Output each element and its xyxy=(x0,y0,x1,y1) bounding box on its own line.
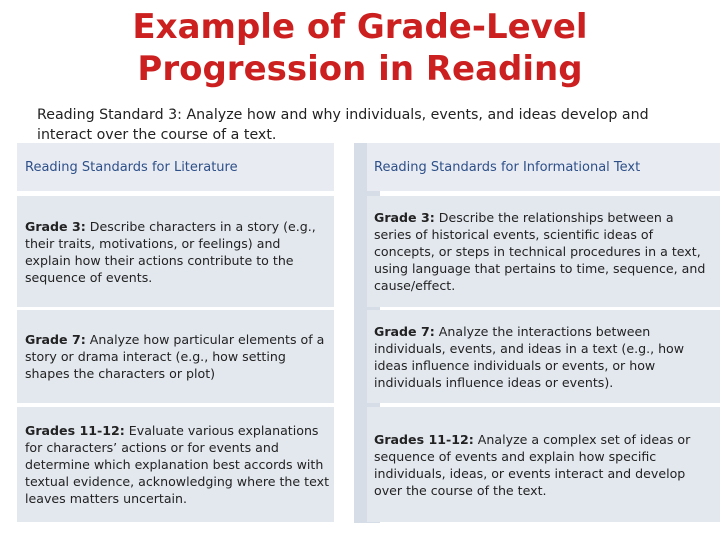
standard-description: Evaluate various explanations for characters’ actions or for events and determine which explanation best accords with textual evidence, acknowledging where the text leaves matters uncertain. xyxy=(25,423,330,506)
standard-description: Analyze a complex set of ideas or sequence of events and explain how specific individuals, ideas, or events interact and develop over the course of the text. xyxy=(374,431,691,498)
table-cell-informational-grades-11-12 xyxy=(367,407,720,522)
grade-label: Grades 11-12: xyxy=(25,423,125,438)
header-literature xyxy=(17,143,334,191)
grade-label: Grade 3: xyxy=(25,218,86,234)
standard-description: Describe the relationships between a series of historical events, scientific ideas of concepts, or steps in technical procedures in a text, using language that pertains to time, sequence, and cause/effect. xyxy=(374,210,706,293)
table-cell-informational-grade-3 xyxy=(367,196,720,307)
grade-label: Grade 7: xyxy=(374,323,435,339)
header-informational-label: Reading Standards for Informational Text xyxy=(374,159,641,175)
standard-description: Analyze how particular elements of a story or drama interact (e.g., how setting shapes the characters or plot) xyxy=(25,332,325,381)
table-cell-literature-grade-3 xyxy=(17,196,334,307)
progression-table xyxy=(17,143,720,523)
standard-description: Describe characters in a story (e.g., their traits, motivations, or feelings) and explain how their actions contribute to the sequence of events. xyxy=(25,218,316,285)
reading-standard-text: Reading Standard 3: Analyze how and why individuals, events, and ideas develop and interact over the course of a text. xyxy=(37,107,649,143)
slide-title-line-2: Progression in Reading xyxy=(137,49,583,89)
header-informational xyxy=(367,143,720,191)
standard-description: Analyze the interactions between individuals, events, and ideas in a text (e.g., how ideas influence individuals or events, or how individuals influence ideas or events). xyxy=(374,323,685,390)
table-cell-literature-grades-11-12 xyxy=(17,407,334,522)
table-cell-informational-grade-7 xyxy=(367,310,720,403)
slide-title-line-1: Example of Grade-Level xyxy=(132,7,588,47)
slide-title xyxy=(0,6,720,90)
table-cell-literature-grade-7 xyxy=(17,310,334,403)
header-literature-label: Reading Standards for Literature xyxy=(25,159,238,175)
grade-label: Grade 7: xyxy=(25,332,86,347)
grade-label: Grade 3: xyxy=(374,210,435,225)
grade-label: Grades 11-12: xyxy=(374,431,474,447)
